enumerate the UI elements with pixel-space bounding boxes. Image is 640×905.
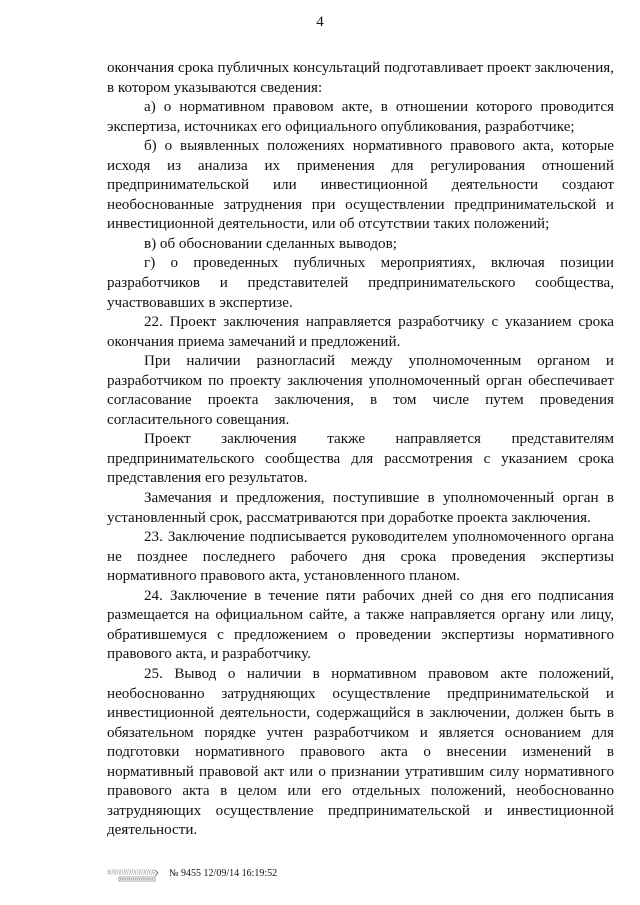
paragraph-24: 24. Заключение в течение пяти рабочих дней со дня его подписания размещается на официальном сайте, а также направляется органу или лицу, обратившемуся с предложением о проведении экспертизы нормативного правового акта, и разработчику. (107, 587, 614, 663)
paragraph-item-a: а) о нормативном правовом акте, в отношении которого проводится экспертиза, источниках его официального опубликования, разработчике; (107, 99, 614, 135)
paragraph-22: 22. Проект заключения направляется разработчику с указанием срока окончания приема замечаний и предложений. (107, 314, 614, 350)
paragraph-item-b: б) о выявленных положениях нормативного правового акта, которые исходя из анализа их применения для регулирования отношений предпринимательской или инвестиционной деятельности создают необоснованные затруднения при осуществлении предпринимательской и инвестиционной деятельности, или об отсутствии таких положений; (107, 138, 614, 233)
paragraph-disagreements: При наличии разногласий между уполномоченным органом и разработчиком по проекту заключения уполномоченный орган обеспечивает согласование проекта заключения, в том числе путем проведения согласительного совещания. (107, 353, 614, 428)
paragraph-23: 23. Заключение подписывается руководителем уполномоченного органа не позднее последнего рабочего дня срока проведения экспертизы нормативного правового акта, установленного планом. (107, 529, 614, 585)
paragraph-item-v: в) об обосновании сделанных выводов; (144, 235, 397, 252)
paragraph-continuation: окончания срока публичных консультаций подготавливает проект заключения, в котором указываются сведения: (107, 60, 614, 96)
page-number: 4 (316, 14, 324, 30)
paragraph-project-sent: Проект заключения также направляется представителям предпринимательского сообщества для рассмотрения с указанием срока представления его результатов. (107, 431, 614, 487)
paragraph-item-g: г) о проведенных публичных мероприятиях, включая позиции разработчиков и представителей предпринимательского сообщества, участвовавших в экспертизе. (107, 255, 614, 311)
document-footer (107, 866, 407, 886)
government-stamp-logo-icon (107, 868, 159, 884)
paragraph-25: 25. Вывод о наличии в нормативном правовом акте положений, необоснованно затрудняющих осуществление предпринимательской и инвестиционной деятельности, содержащийся в заключении, должен быть в обязательном порядке учтен разработчиком и является основанием для подготовки нормативного правового акта о внесении изменений в нормативный правовой акт или о признании утратившим силу нормативного правового акта в целом или его отдельных положений, необоснованно затрудняющих осуществление предпринимательской и инвестиционной деятельности. (107, 665, 614, 839)
paragraph-remarks: Замечания и предложения, поступившие в уполномоченный орган в установленный срок, рассматриваются при доработке проекта заключения. (107, 490, 614, 526)
document-registration-stamp: № 9455 12/09/14 16:19:52 (169, 868, 278, 879)
document-body (107, 59, 614, 841)
